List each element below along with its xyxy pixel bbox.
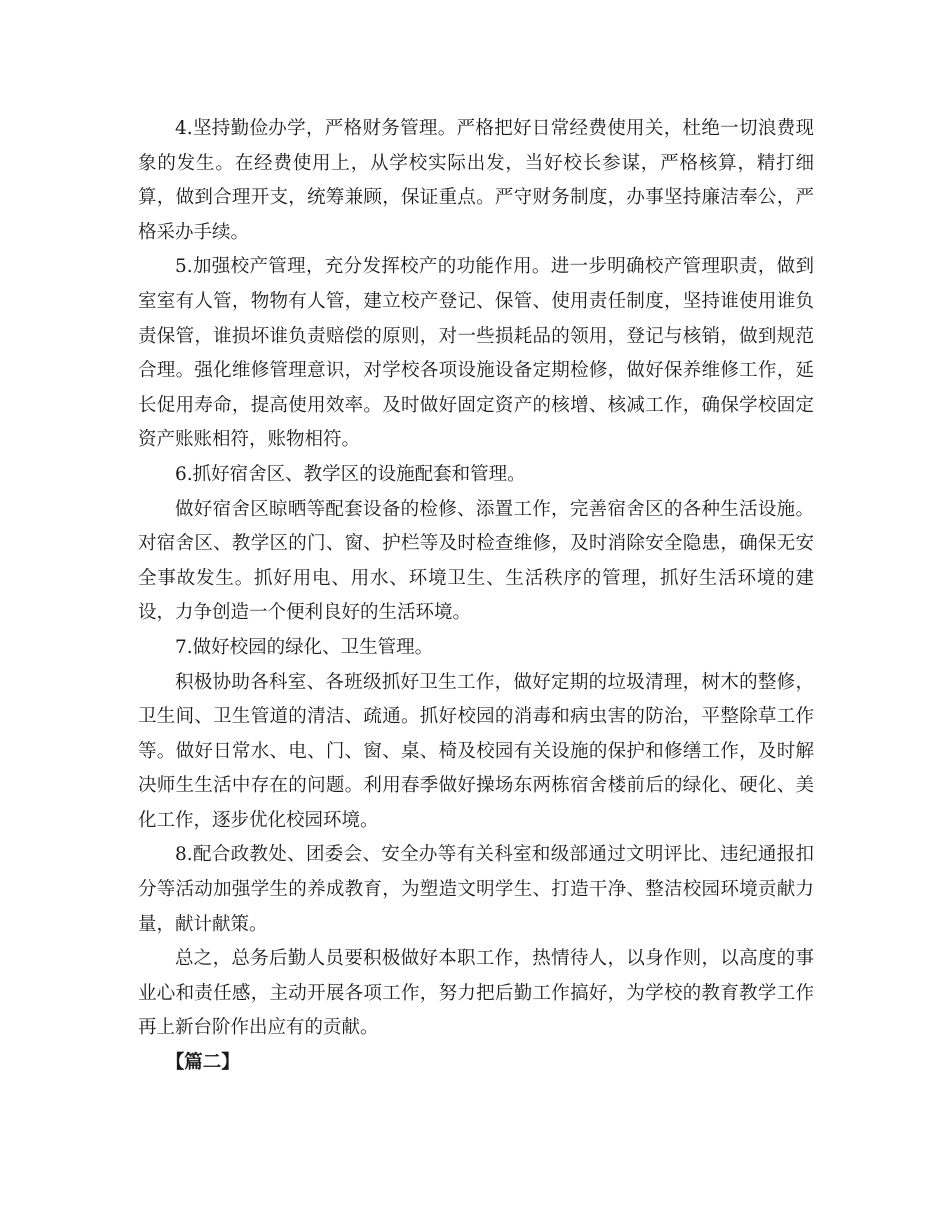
paragraph-conclusion: 总之，总务后勤人员要积极做好本职工作，热情待人，以身作则，以高度的事业心和责任感，主动开展各项工作，努力把后勤工作搞好，为学校的教育教学工作再上新台阶作出应有的贡献。 [138, 948, 814, 1039]
paragraph-item-7: 7.做好校园的绿化、卫生管理。 [175, 636, 434, 658]
paragraph-item-6: 6.抓好宿舍区、教学区的设施配套和管理。 [175, 463, 526, 485]
paragraph-item-4: 4.坚持勤俭办学，严格财务管理。严格把好日常经费使用关，杜绝一切浪费现象的发生。在经费使用上，从学校实际出发，当好校长参谋，严格核算，精打细算，做到合理开支，统筹兼顾，保证重点。严守财务制度，办事坚持廉洁奉公，严格采办手续。 [138, 118, 814, 243]
paragraph-item-5: 5.加强校产管理，充分发挥校产的功能作用。进一步明确校产管理职责，做到室室有人管，物物有人管，建立校产登记、保管、使用责任制度，坚持谁使用谁负责保管，谁损坏谁负责赔偿的原则，对一些损耗品的领用，登记与核销，做到规范合理。强化维修管理意识，对学校各项设施设备定期检修，做好保养维修工作，延长促用寿命，提高使用效率。及时做好固定资产的核增、核减工作，确保学校固定资产账账相符，账物相符。 [138, 256, 814, 451]
document-body [138, 112, 814, 1081]
paragraph-campus-greening: 积极协助各科室、各班级抓好卫生工作，做好定期的垃圾清理，树木的整修，卫生间、卫生管道的清洁、疏通。抓好校园的消毒和病虫害的防治，平整除草工作等。做好日常水、电、门、窗、桌、椅及校园有关设施的保护和修缮工作，及时解决师生生活中存在的问题。利用春季做好操场东两栋宿舍楼前后的绿化、硬化、美化工作，逐步优化校园环境。 [138, 671, 814, 831]
paragraph-dorm-facilities: 做好宿舍区晾晒等配套设备的检修、添置工作，完善宿舍区的各种生活设施。对宿舍区、教学区的门、窗、护栏等及时检查维修，及时消除安全隐患，确保无安全事故发生。抓好用电、用水、环境卫生、生活秩序的管理，抓好生活环境的建设，力争创造一个便利良好的生活环境。 [138, 498, 814, 624]
paragraph-item-8: 8.配合政教处、团委会、安全办等有关科室和级部通过文明评比、违纪通报扣分等活动加强学生的养成教育，为塑造文明学生、打造干净、整洁校园环境贡献力量，献计献策。 [138, 844, 814, 935]
section-heading: 【篇二】 [165, 1052, 240, 1074]
